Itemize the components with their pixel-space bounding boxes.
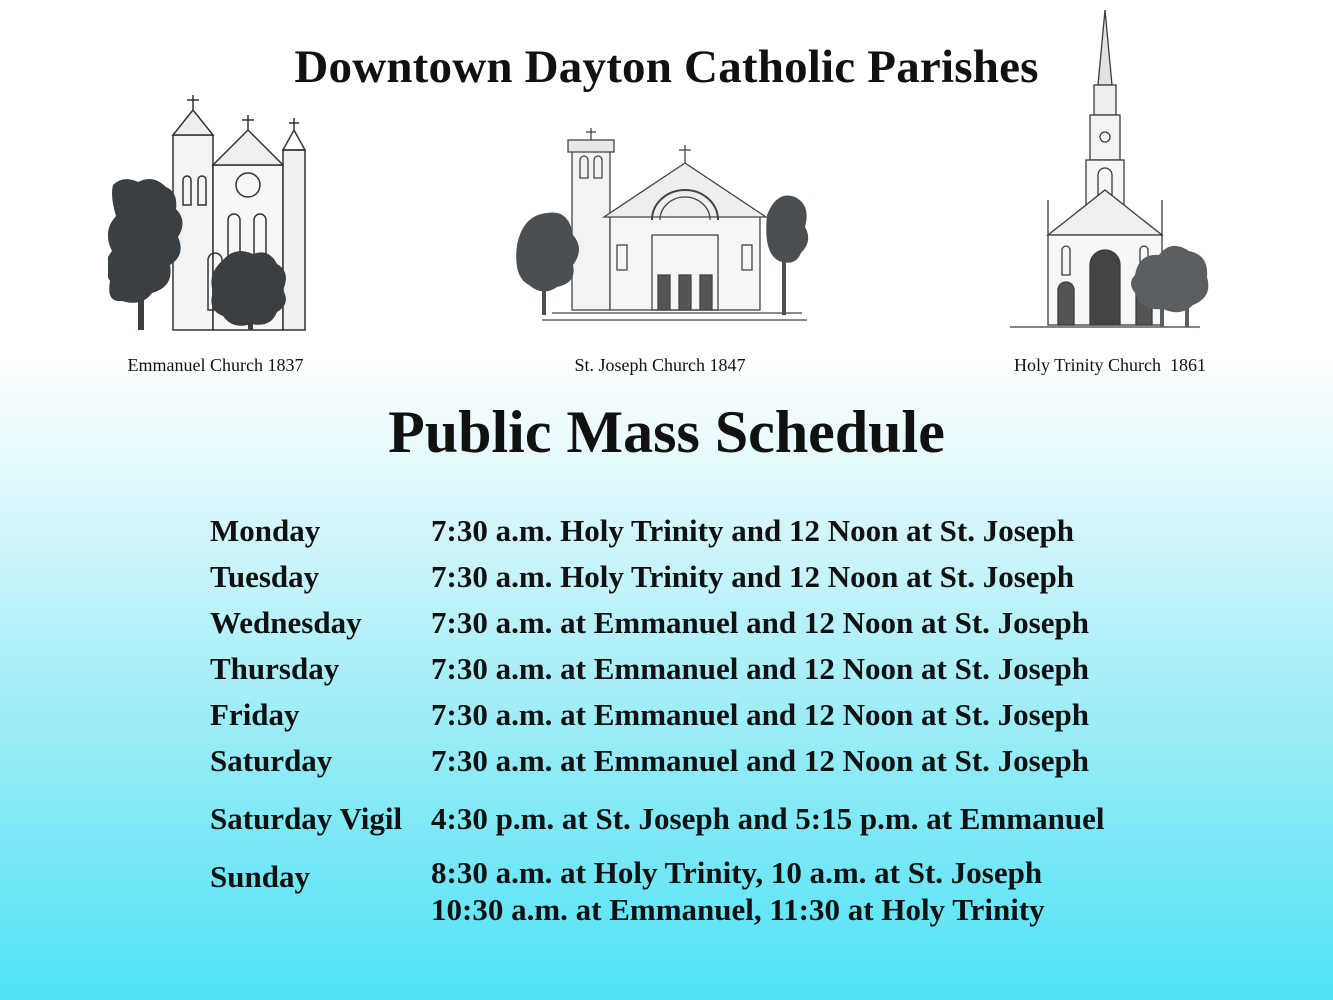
st-joseph-church-illustration <box>512 125 812 330</box>
mass-times <box>431 854 1210 928</box>
schedule-row-saturday-vigil <box>210 796 1210 842</box>
day-label: Wednesday <box>210 605 362 640</box>
emmanuel-church-illustration <box>108 90 323 335</box>
day-label: Monday <box>210 513 321 548</box>
day-label: Saturday Vigil <box>210 801 403 836</box>
day-label: Sunday <box>210 859 310 894</box>
mass-times: 7:30 a.m. at Emmanuel and 12 Noon at St. Joseph <box>431 743 1089 778</box>
schedule-row-thursday <box>210 646 1210 692</box>
mass-times: 7:30 a.m. Holy Trinity and 12 Noon at St. Joseph <box>431 513 1075 548</box>
church-caption-st-joseph: St. Joseph Church 1847 <box>574 355 746 375</box>
schedule-row-friday <box>210 692 1210 738</box>
church-caption-emmanuel: Emmanuel Church 1837 <box>127 355 304 375</box>
mass-times-line: 10:30 a.m. at Emmanuel, 11:30 at Holy Trinity <box>431 892 1045 927</box>
schedule-row-wednesday <box>210 600 1210 646</box>
mass-times: 7:30 a.m. at Emmanuel and 12 Noon at St. Joseph <box>431 697 1089 732</box>
mass-times-line: 8:30 a.m. at Holy Trinity, 10 a.m. at St. Joseph <box>431 855 1043 890</box>
schedule-row-sunday <box>210 854 1210 928</box>
mass-times: 7:30 a.m. at Emmanuel and 12 Noon at St. Joseph <box>431 605 1089 640</box>
mass-times: 7:30 a.m. at Emmanuel and 12 Noon at St. Joseph <box>431 651 1089 686</box>
schedule-row-saturday <box>210 738 1210 784</box>
church-caption-holy-trinity: Holy Trinity Church 1861 <box>1013 355 1207 375</box>
schedule-heading: Public Mass Schedule <box>388 399 945 465</box>
day-label: Saturday <box>210 743 333 778</box>
schedule-row-monday <box>210 508 1210 554</box>
page-title: Downtown Dayton Catholic Parishes <box>294 41 1039 93</box>
day-label: Tuesday <box>210 559 320 594</box>
schedule-row-tuesday <box>210 554 1210 600</box>
day-label: Thursday <box>210 651 340 686</box>
mass-times: 4:30 p.m. at St. Joseph and 5:15 p.m. at Emmanuel <box>431 801 1105 836</box>
holy-trinity-church-illustration <box>1010 5 1215 335</box>
day-label: Friday <box>210 697 300 732</box>
mass-schedule <box>210 508 1210 928</box>
mass-times: 7:30 a.m. Holy Trinity and 12 Noon at St. Joseph <box>431 559 1075 594</box>
